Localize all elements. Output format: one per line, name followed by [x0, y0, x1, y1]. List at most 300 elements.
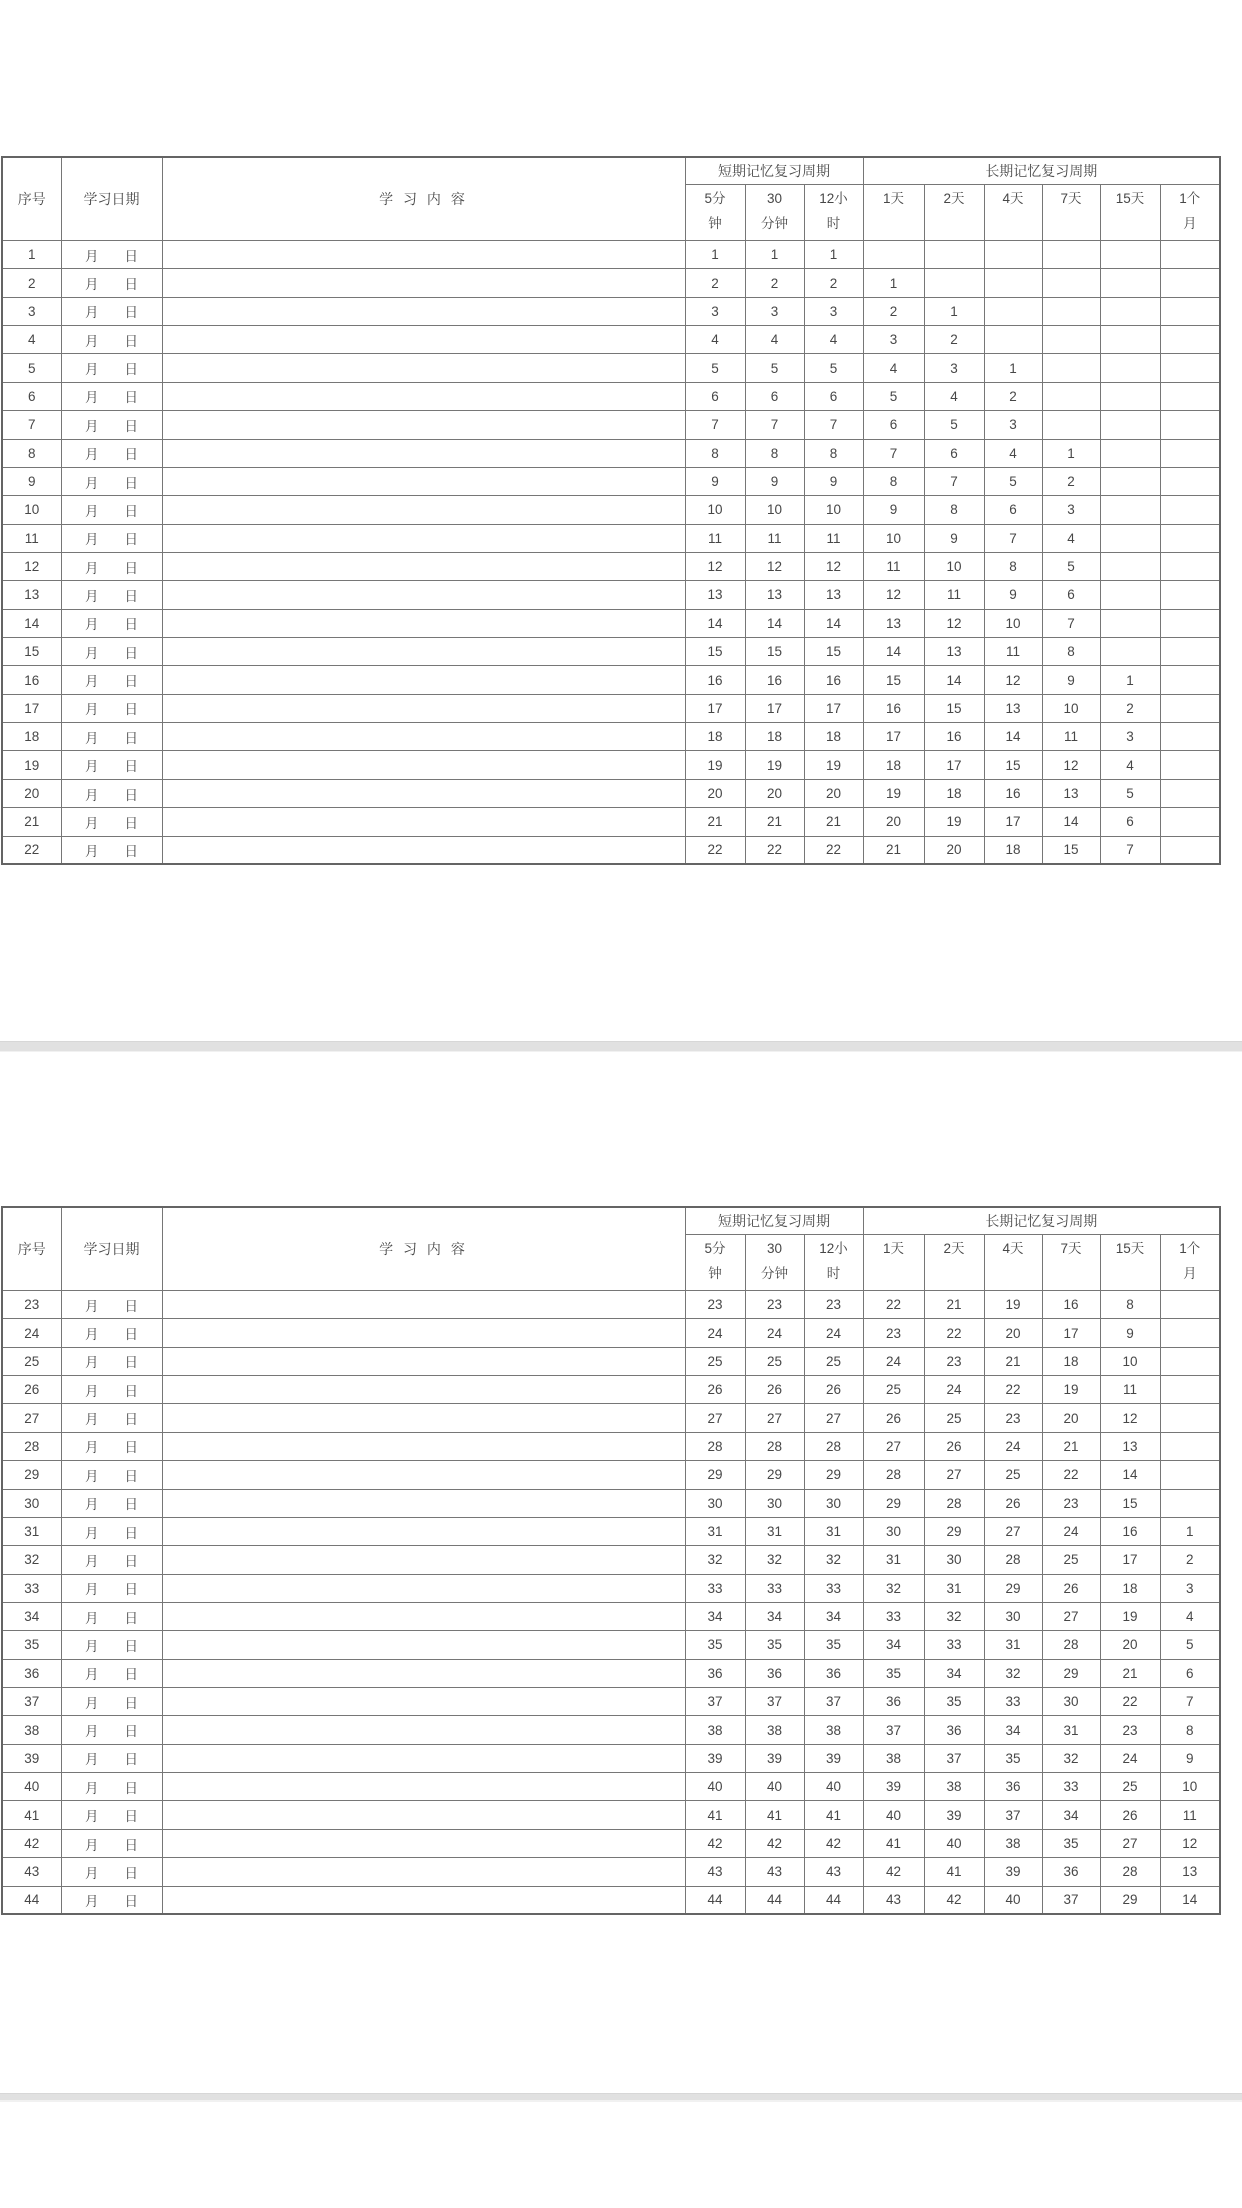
- interval-cell-1month: 11: [1160, 1801, 1220, 1829]
- study-content-cell: [162, 723, 685, 751]
- interval-cell-7day: 2: [1042, 467, 1100, 495]
- day-label: 日: [124, 1497, 138, 1513]
- row-index-cell: 30: [2, 1489, 61, 1517]
- interval-cell-30min: 4: [745, 326, 804, 354]
- interval-cell-4day: 39: [984, 1858, 1042, 1886]
- row-index-cell: 32: [2, 1546, 61, 1574]
- day-label: 日: [124, 447, 138, 463]
- interval-cell-2day: 40: [924, 1829, 984, 1857]
- interval-cell-7day: 12: [1042, 751, 1100, 779]
- row-index-cell: 12: [2, 552, 61, 580]
- column-header-15day: 15天: [1100, 1235, 1160, 1291]
- interval-cell-15day: 21: [1100, 1659, 1160, 1687]
- study-date-cell: [61, 751, 162, 779]
- interval-cell-4day: 35: [984, 1744, 1042, 1772]
- row-index-cell: 17: [2, 694, 61, 722]
- interval-cell-4day: 12: [984, 666, 1042, 694]
- interval-cell-1day: 5: [863, 382, 924, 410]
- interval-cell-30min: 2: [745, 269, 804, 297]
- interval-cell-7day: 8: [1042, 638, 1100, 666]
- interval-cell-7day: 17: [1042, 1319, 1100, 1347]
- interval-cell-15day: 6: [1100, 808, 1160, 836]
- interval-cell-30min: 34: [745, 1602, 804, 1630]
- month-label: 月: [85, 1298, 99, 1314]
- column-header-index: 序号: [2, 157, 61, 241]
- row-index-cell: 35: [2, 1631, 61, 1659]
- interval-cell-2day: 34: [924, 1659, 984, 1687]
- interval-cell-12h: 9: [804, 467, 863, 495]
- interval-cell-2day: 31: [924, 1574, 984, 1602]
- interval-cell-15day: 22: [1100, 1688, 1160, 1716]
- month-label: 月: [85, 1553, 99, 1569]
- row-index-cell: 8: [2, 439, 61, 467]
- study-content-cell: [162, 666, 685, 694]
- interval-cell-12h: 11: [804, 524, 863, 552]
- table-row: [2, 1489, 1220, 1517]
- row-index-cell: 16: [2, 666, 61, 694]
- interval-cell-1day: 14: [863, 638, 924, 666]
- interval-cell-15day: 11: [1100, 1376, 1160, 1404]
- interval-cell-12h: 42: [804, 1829, 863, 1857]
- page-separator: [0, 2093, 1242, 2102]
- interval-cell-15day: [1100, 496, 1160, 524]
- interval-cell-2day: 19: [924, 808, 984, 836]
- interval-cell-2day: 25: [924, 1404, 984, 1432]
- table-row: [2, 1886, 1220, 1914]
- interval-cell-30min: 22: [745, 836, 804, 864]
- interval-cell-2day: 27: [924, 1461, 984, 1489]
- interval-cell-1day: 42: [863, 1858, 924, 1886]
- day-label: 日: [124, 1383, 138, 1399]
- interval-cell-1month: [1160, 694, 1220, 722]
- column-header-30min: 30 分钟: [745, 1235, 804, 1291]
- table-row: [2, 779, 1220, 807]
- row-index-cell: 37: [2, 1688, 61, 1716]
- table-row: [2, 467, 1220, 495]
- study-date-cell: [61, 1886, 162, 1914]
- interval-cell-1day: 29: [863, 1489, 924, 1517]
- interval-cell-2day: [924, 269, 984, 297]
- interval-cell-5min: 36: [685, 1659, 745, 1687]
- interval-cell-1day: 1: [863, 269, 924, 297]
- interval-cell-5min: 38: [685, 1716, 745, 1744]
- interval-cell-4day: 4: [984, 439, 1042, 467]
- interval-cell-4day: 24: [984, 1432, 1042, 1460]
- month-label: 月: [85, 1525, 99, 1541]
- month-label: 月: [85, 1468, 99, 1484]
- interval-cell-12h: 28: [804, 1432, 863, 1460]
- interval-cell-5min: 5: [685, 354, 745, 382]
- study-date-cell: [61, 552, 162, 580]
- row-index-cell: 28: [2, 1432, 61, 1460]
- interval-cell-5min: 42: [685, 1829, 745, 1857]
- interval-cell-2day: 30: [924, 1546, 984, 1574]
- interval-cell-4day: 25: [984, 1461, 1042, 1489]
- interval-cell-12h: 7: [804, 411, 863, 439]
- interval-cell-1day: 11: [863, 552, 924, 580]
- column-header-1day: 1天: [863, 185, 924, 241]
- table-row: [2, 751, 1220, 779]
- interval-cell-15day: [1100, 552, 1160, 580]
- table-row: [2, 836, 1220, 864]
- interval-cell-4day: 30: [984, 1602, 1042, 1630]
- interval-cell-2day: 33: [924, 1631, 984, 1659]
- table-row: [2, 326, 1220, 354]
- interval-cell-4day: 1: [984, 354, 1042, 382]
- month-label: 月: [85, 1610, 99, 1626]
- interval-cell-4day: 3: [984, 411, 1042, 439]
- table-header: [2, 1207, 1220, 1291]
- interval-cell-5min: 31: [685, 1517, 745, 1545]
- interval-cell-1day: 25: [863, 1376, 924, 1404]
- table-row: [2, 411, 1220, 439]
- interval-cell-15day: 27: [1100, 1829, 1160, 1857]
- column-header-2day: 2天: [924, 185, 984, 241]
- interval-cell-7day: [1042, 326, 1100, 354]
- table-row: [2, 496, 1220, 524]
- column-header-1month: 1个 月: [1160, 1235, 1220, 1291]
- column-header-date: 学习日期: [61, 1207, 162, 1291]
- interval-cell-4day: 37: [984, 1801, 1042, 1829]
- interval-cell-1month: [1160, 1461, 1220, 1489]
- interval-cell-2day: 21: [924, 1291, 984, 1319]
- interval-cell-12h: 44: [804, 1886, 863, 1914]
- interval-cell-15day: [1100, 467, 1160, 495]
- interval-cell-12h: 30: [804, 1489, 863, 1517]
- study-date-cell: [61, 354, 162, 382]
- column-header-1month: 1个 月: [1160, 185, 1220, 241]
- row-index-cell: 19: [2, 751, 61, 779]
- study-content-cell: [162, 241, 685, 269]
- study-content-cell: [162, 779, 685, 807]
- study-date-cell: [61, 1376, 162, 1404]
- column-header-1day: 1天: [863, 1235, 924, 1291]
- interval-cell-4day: 5: [984, 467, 1042, 495]
- interval-cell-12h: 33: [804, 1574, 863, 1602]
- study-date-cell: [61, 1631, 162, 1659]
- study-date-cell: [61, 1801, 162, 1829]
- group-header-short-term: 短期记忆复习周期: [685, 1207, 863, 1235]
- study-content-cell: [162, 1716, 685, 1744]
- interval-cell-4day: 11: [984, 638, 1042, 666]
- interval-cell-1day: 26: [863, 1404, 924, 1432]
- interval-cell-7day: 32: [1042, 1744, 1100, 1772]
- study-date-cell: [61, 1744, 162, 1772]
- day-label: 日: [124, 1780, 138, 1796]
- day-label: 日: [124, 1553, 138, 1569]
- interval-cell-2day: 26: [924, 1432, 984, 1460]
- table-row: [2, 638, 1220, 666]
- row-index-cell: 6: [2, 382, 61, 410]
- interval-cell-30min: 28: [745, 1432, 804, 1460]
- row-index-cell: 36: [2, 1659, 61, 1687]
- interval-cell-4day: 22: [984, 1376, 1042, 1404]
- interval-cell-15day: 29: [1100, 1886, 1160, 1914]
- interval-cell-2day: 41: [924, 1858, 984, 1886]
- table-row: [2, 1688, 1220, 1716]
- interval-cell-2day: 42: [924, 1886, 984, 1914]
- study-date-cell: [61, 1773, 162, 1801]
- interval-cell-30min: 1: [745, 241, 804, 269]
- day-label: 日: [124, 1298, 138, 1314]
- interval-cell-12h: 18: [804, 723, 863, 751]
- day-label: 日: [124, 787, 138, 803]
- group-header-long-term: 长期记忆复习周期: [863, 157, 1220, 185]
- interval-cell-2day: 37: [924, 1744, 984, 1772]
- month-label: 月: [85, 787, 99, 803]
- interval-cell-15day: 17: [1100, 1546, 1160, 1574]
- day-label: 日: [124, 475, 138, 491]
- study-date-cell: [61, 1574, 162, 1602]
- interval-cell-7day: 26: [1042, 1574, 1100, 1602]
- day-label: 日: [124, 1582, 138, 1598]
- study-content-cell: [162, 1886, 685, 1914]
- interval-cell-12h: 24: [804, 1319, 863, 1347]
- interval-cell-12h: 10: [804, 496, 863, 524]
- interval-cell-1month: 7: [1160, 1688, 1220, 1716]
- interval-cell-15day: [1100, 297, 1160, 325]
- interval-cell-15day: [1100, 241, 1160, 269]
- interval-cell-4day: 40: [984, 1886, 1042, 1914]
- study-date-cell: [61, 1432, 162, 1460]
- interval-cell-1day: 10: [863, 524, 924, 552]
- interval-cell-1month: [1160, 666, 1220, 694]
- row-index-cell: 21: [2, 808, 61, 836]
- interval-cell-30min: 31: [745, 1517, 804, 1545]
- interval-cell-7day: 3: [1042, 496, 1100, 524]
- interval-cell-5min: 8: [685, 439, 745, 467]
- interval-cell-1day: 28: [863, 1461, 924, 1489]
- interval-cell-5min: 21: [685, 808, 745, 836]
- interval-cell-30min: 7: [745, 411, 804, 439]
- day-label: 日: [124, 1610, 138, 1626]
- row-index-cell: 3: [2, 297, 61, 325]
- interval-cell-1month: 13: [1160, 1858, 1220, 1886]
- interval-cell-5min: 33: [685, 1574, 745, 1602]
- interval-cell-1month: 2: [1160, 1546, 1220, 1574]
- interval-cell-1month: [1160, 1376, 1220, 1404]
- interval-cell-1day: 9: [863, 496, 924, 524]
- interval-cell-4day: 15: [984, 751, 1042, 779]
- interval-cell-1month: [1160, 496, 1220, 524]
- interval-cell-30min: 19: [745, 751, 804, 779]
- interval-cell-5min: 4: [685, 326, 745, 354]
- interval-cell-30min: 14: [745, 609, 804, 637]
- study-content-cell: [162, 524, 685, 552]
- month-label: 月: [85, 1327, 99, 1343]
- interval-cell-5min: 12: [685, 552, 745, 580]
- interval-cell-7day: [1042, 269, 1100, 297]
- interval-cell-12h: 32: [804, 1546, 863, 1574]
- interval-cell-15day: [1100, 326, 1160, 354]
- row-index-cell: 33: [2, 1574, 61, 1602]
- interval-cell-1month: [1160, 524, 1220, 552]
- month-label: 月: [85, 674, 99, 690]
- interval-cell-1day: 15: [863, 666, 924, 694]
- interval-cell-15day: 1: [1100, 666, 1160, 694]
- interval-cell-30min: 20: [745, 779, 804, 807]
- column-header-2day: 2天: [924, 1235, 984, 1291]
- table-row: [2, 1858, 1220, 1886]
- month-label: 月: [85, 532, 99, 548]
- row-index-cell: 38: [2, 1716, 61, 1744]
- column-header-7day: 7天: [1042, 1235, 1100, 1291]
- interval-cell-12h: 17: [804, 694, 863, 722]
- interval-cell-4day: 6: [984, 496, 1042, 524]
- interval-cell-1month: [1160, 723, 1220, 751]
- interval-cell-1month: [1160, 836, 1220, 864]
- interval-cell-7day: 29: [1042, 1659, 1100, 1687]
- day-label: 日: [124, 843, 138, 859]
- interval-cell-15day: 7: [1100, 836, 1160, 864]
- interval-cell-2day: 14: [924, 666, 984, 694]
- interval-cell-1month: [1160, 1489, 1220, 1517]
- interval-cell-15day: 18: [1100, 1574, 1160, 1602]
- interval-cell-1month: 8: [1160, 1716, 1220, 1744]
- interval-cell-30min: 27: [745, 1404, 804, 1432]
- interval-cell-12h: 36: [804, 1659, 863, 1687]
- interval-cell-15day: [1100, 638, 1160, 666]
- interval-cell-12h: 14: [804, 609, 863, 637]
- month-label: 月: [85, 1355, 99, 1371]
- interval-cell-7day: 36: [1042, 1858, 1100, 1886]
- study-date-cell: [61, 609, 162, 637]
- interval-cell-2day: 4: [924, 382, 984, 410]
- interval-cell-30min: 13: [745, 581, 804, 609]
- study-content-cell: [162, 1744, 685, 1772]
- interval-cell-1day: 32: [863, 1574, 924, 1602]
- row-index-cell: 27: [2, 1404, 61, 1432]
- month-label: 月: [85, 1440, 99, 1456]
- study-content-cell: [162, 269, 685, 297]
- row-index-cell: 7: [2, 411, 61, 439]
- table-row: [2, 241, 1220, 269]
- interval-cell-1day: 7: [863, 439, 924, 467]
- interval-cell-7day: 31: [1042, 1716, 1100, 1744]
- month-label: 月: [85, 702, 99, 718]
- column-header-12h: 12小 时: [804, 1235, 863, 1291]
- interval-cell-4day: 23: [984, 1404, 1042, 1432]
- interval-cell-2day: 7: [924, 467, 984, 495]
- row-index-cell: 44: [2, 1886, 61, 1914]
- interval-cell-5min: 40: [685, 1773, 745, 1801]
- month-label: 月: [85, 1780, 99, 1796]
- interval-cell-5min: 32: [685, 1546, 745, 1574]
- table-row: [2, 1517, 1220, 1545]
- interval-cell-1month: 9: [1160, 1744, 1220, 1772]
- row-index-cell: 24: [2, 1319, 61, 1347]
- study-date-cell: [61, 723, 162, 751]
- interval-cell-1month: 5: [1160, 1631, 1220, 1659]
- day-label: 日: [124, 362, 138, 378]
- interval-cell-15day: 25: [1100, 1773, 1160, 1801]
- interval-cell-1day: 36: [863, 1688, 924, 1716]
- month-label: 月: [85, 843, 99, 859]
- study-date-cell: [61, 1319, 162, 1347]
- day-label: 日: [124, 305, 138, 321]
- study-content-cell: [162, 694, 685, 722]
- table-row: [2, 1347, 1220, 1375]
- day-label: 日: [124, 1667, 138, 1683]
- month-label: 月: [85, 1412, 99, 1428]
- day-label: 日: [124, 1865, 138, 1881]
- interval-cell-30min: 30: [745, 1489, 804, 1517]
- study-date-cell: [61, 1602, 162, 1630]
- month-label: 月: [85, 645, 99, 661]
- interval-cell-5min: 35: [685, 1631, 745, 1659]
- interval-cell-15day: 12: [1100, 1404, 1160, 1432]
- row-index-cell: 14: [2, 609, 61, 637]
- interval-cell-7day: 13: [1042, 779, 1100, 807]
- study-content-cell: [162, 836, 685, 864]
- month-label: 月: [85, 759, 99, 775]
- interval-cell-5min: 6: [685, 382, 745, 410]
- interval-cell-30min: 44: [745, 1886, 804, 1914]
- study-content-cell: [162, 411, 685, 439]
- interval-cell-1month: [1160, 354, 1220, 382]
- day-label: 日: [124, 1809, 138, 1825]
- interval-cell-5min: 30: [685, 1489, 745, 1517]
- interval-cell-1month: [1160, 467, 1220, 495]
- interval-cell-1day: 13: [863, 609, 924, 637]
- day-label: 日: [124, 1525, 138, 1541]
- interval-cell-7day: 5: [1042, 552, 1100, 580]
- interval-cell-1month: [1160, 609, 1220, 637]
- interval-cell-1month: 4: [1160, 1602, 1220, 1630]
- study-content-cell: [162, 326, 685, 354]
- interval-cell-1month: [1160, 297, 1220, 325]
- study-content-cell: [162, 638, 685, 666]
- interval-cell-7day: 30: [1042, 1688, 1100, 1716]
- interval-cell-15day: [1100, 524, 1160, 552]
- interval-cell-7day: 9: [1042, 666, 1100, 694]
- table-row: [2, 1773, 1220, 1801]
- study-content-cell: [162, 751, 685, 779]
- interval-cell-4day: 33: [984, 1688, 1042, 1716]
- table-row: [2, 1376, 1220, 1404]
- row-index-cell: 18: [2, 723, 61, 751]
- interval-cell-2day: 32: [924, 1602, 984, 1630]
- interval-cell-30min: 8: [745, 439, 804, 467]
- interval-cell-2day: 18: [924, 779, 984, 807]
- month-label: 月: [85, 390, 99, 406]
- interval-cell-2day: 10: [924, 552, 984, 580]
- interval-cell-30min: 32: [745, 1546, 804, 1574]
- interval-cell-15day: 2: [1100, 694, 1160, 722]
- table-row: [2, 439, 1220, 467]
- interval-cell-12h: 25: [804, 1347, 863, 1375]
- interval-cell-30min: 9: [745, 467, 804, 495]
- interval-cell-30min: 36: [745, 1659, 804, 1687]
- day-label: 日: [124, 730, 138, 746]
- interval-cell-1day: 23: [863, 1319, 924, 1347]
- row-index-cell: 31: [2, 1517, 61, 1545]
- interval-cell-2day: 17: [924, 751, 984, 779]
- table-row: [2, 269, 1220, 297]
- interval-cell-12h: 5: [804, 354, 863, 382]
- row-index-cell: 5: [2, 354, 61, 382]
- month-label: 月: [85, 588, 99, 604]
- month-label: 月: [85, 1809, 99, 1825]
- table-row: [2, 1801, 1220, 1829]
- interval-cell-1day: 34: [863, 1631, 924, 1659]
- interval-cell-15day: [1100, 382, 1160, 410]
- interval-cell-1month: 10: [1160, 1773, 1220, 1801]
- day-label: 日: [124, 815, 138, 831]
- study-content-cell: [162, 1829, 685, 1857]
- study-content-cell: [162, 354, 685, 382]
- study-content-cell: [162, 1489, 685, 1517]
